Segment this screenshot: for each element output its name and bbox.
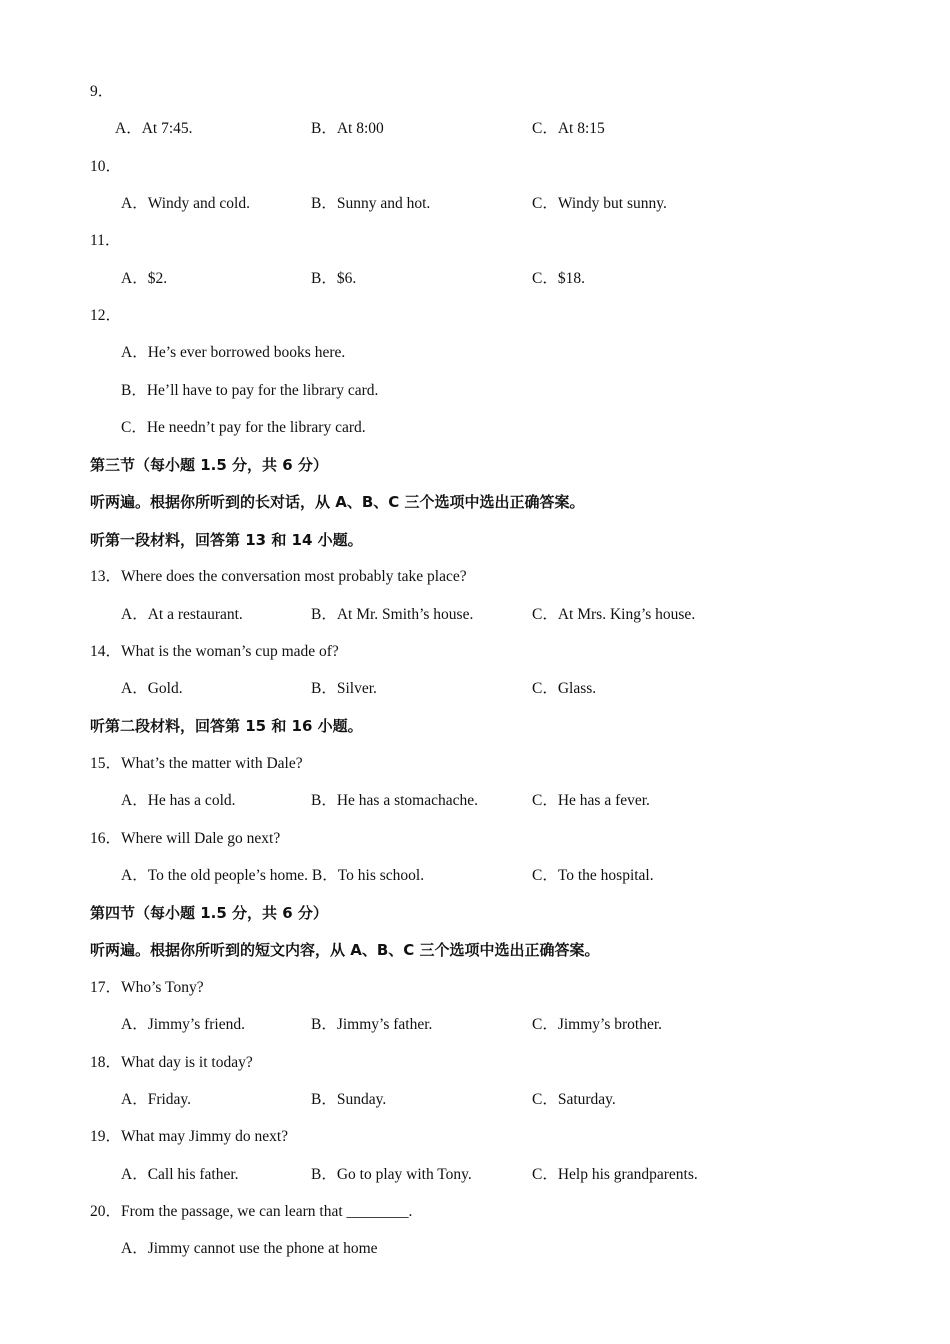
section-4-title: 第四节（每小题 1.5 分，共 6 分）: [90, 904, 328, 922]
question-18-option-b: B．Sunday.: [311, 1091, 387, 1108]
question-15-option-c: C．He has a fever.: [532, 792, 650, 809]
section-3-title: 第三节（每小题 1.5 分，共 6 分）: [90, 456, 328, 474]
question-14-option-b: B．Silver.: [311, 680, 377, 697]
question-16-option-a-b: A．To the old people’s home. B．To his school.: [121, 867, 425, 884]
question-18-option-a: A．Friday.: [121, 1091, 192, 1108]
question-11-option-c: C．$18.: [532, 270, 585, 287]
question-9-option-b: B．At 8:00: [311, 120, 384, 137]
question-17-option-a: A．Jimmy’s friend.: [121, 1016, 245, 1033]
question-17-option-c: C．Jimmy’s brother.: [532, 1016, 663, 1033]
question-9-number: 9．: [90, 83, 114, 100]
question-12-option-b: B．He’ll have to pay for the library card.: [121, 382, 379, 399]
question-15-stem: 15．What’s the matter with Dale?: [90, 755, 303, 772]
question-20-stem: 20．From the passage, we can learn that ________.: [90, 1203, 413, 1220]
question-11-number: 11．: [90, 232, 121, 249]
question-16-option-c: C．To the hospital.: [532, 867, 654, 884]
question-9-option-a: A．At 7:45.: [115, 120, 193, 137]
question-20-option-a: A．Jimmy cannot use the phone at home: [121, 1240, 378, 1257]
question-11-option-b: B．$6.: [311, 270, 357, 287]
question-13-option-a: A．At a restaurant.: [121, 606, 243, 623]
section-3-instruction: 听两遍。根据你所听到的长对话，从 A、B、C 三个选项中选出正确答案。: [90, 493, 585, 511]
question-18-stem: 18．What day is it today?: [90, 1054, 253, 1071]
question-12-option-c: C．He needn’t pay for the library card.: [121, 419, 366, 436]
question-19-option-b: B．Go to play with Tony.: [311, 1166, 472, 1183]
question-19-stem: 19．What may Jimmy do next?: [90, 1128, 289, 1145]
question-15-option-a: A．He has a cold.: [121, 792, 236, 809]
section-3-part-1-heading: 听第一段材料，回答第 13 和 14 小题。: [90, 531, 363, 549]
question-9-option-c: C．At 8:15: [532, 120, 605, 137]
question-10-option-a: A．Windy and cold.: [121, 195, 250, 212]
question-14-option-c: C．Glass.: [532, 680, 597, 697]
question-13-option-c: C．At Mrs. King’s house.: [532, 606, 696, 623]
question-19-option-c: C．Help his grandparents.: [532, 1166, 698, 1183]
section-3-part-2-heading: 听第二段材料，回答第 15 和 16 小题。: [90, 717, 363, 735]
question-11-option-a: A．$2.: [121, 270, 168, 287]
question-12-number: 12．: [90, 307, 122, 324]
question-10-number: 10．: [90, 158, 122, 175]
question-16-stem: 16．Where will Dale go next?: [90, 830, 281, 847]
question-14-stem: 14．What is the woman’s cup made of?: [90, 643, 339, 660]
question-19-option-a: A．Call his father.: [121, 1166, 239, 1183]
question-14-option-a: A．Gold.: [121, 680, 183, 697]
question-10-option-b: B．Sunny and hot.: [311, 195, 431, 212]
section-4-instruction: 听两遍。根据你所听到的短文内容，从 A、B、C 三个选项中选出正确答案。: [90, 941, 600, 959]
question-13-stem: 13．Where does the conversation most probably take place?: [90, 568, 467, 585]
question-15-option-b: B．He has a stomachache.: [311, 792, 478, 809]
question-17-option-b: B．Jimmy’s father.: [311, 1016, 433, 1033]
question-12-option-a: A．He’s ever borrowed books here.: [121, 344, 346, 361]
question-13-option-b: B．At Mr. Smith’s house.: [311, 606, 474, 623]
question-10-option-c: C．Windy but sunny.: [532, 195, 667, 212]
question-18-option-c: C．Saturday.: [532, 1091, 616, 1108]
question-17-stem: 17．Who’s Tony?: [90, 979, 204, 996]
